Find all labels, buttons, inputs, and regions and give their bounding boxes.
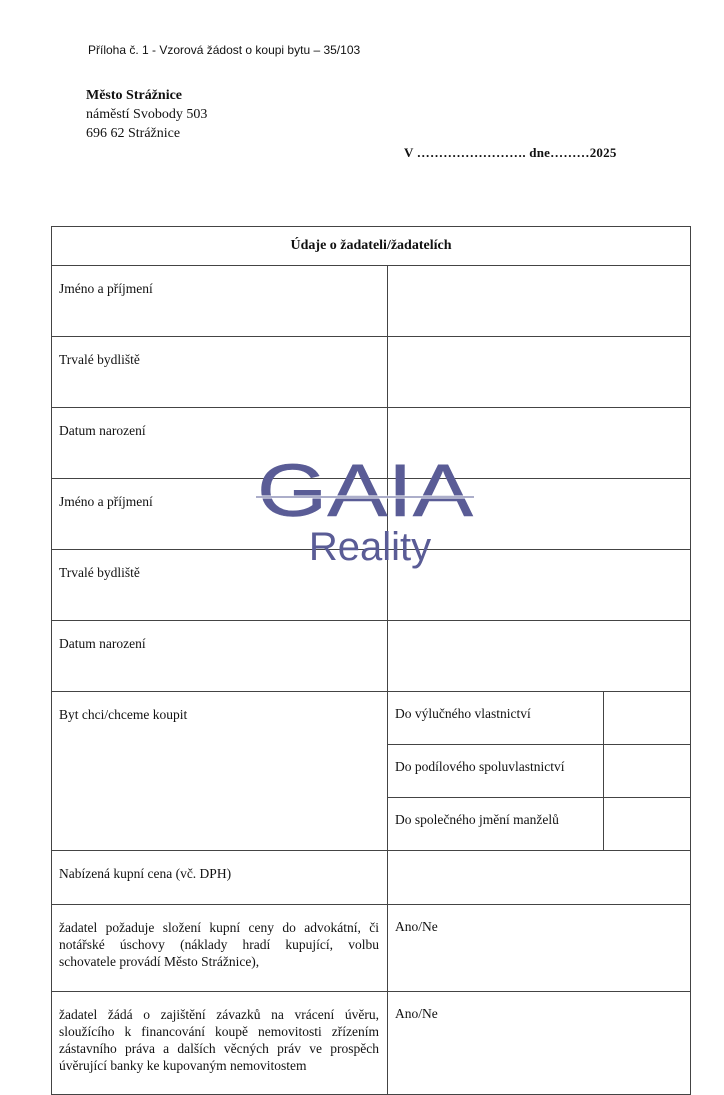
place-date-line: V ……………………. dne………2025 [404, 145, 617, 160]
table-row [52, 692, 691, 745]
table-row [52, 266, 691, 337]
ownership-option-marital: Do společného jmění manželů [388, 798, 604, 851]
birthdate-field-2[interactable] [388, 621, 691, 692]
form-title: Údaje o žadateli/žadatelích [52, 227, 691, 266]
recipient-street: náměstí Svobody 503 [86, 107, 208, 122]
birthdate-label-2: Datum narození [52, 621, 388, 692]
table-row [52, 479, 691, 550]
birthdate-label-1: Datum narození [52, 408, 388, 479]
name-field-2[interactable] [388, 479, 691, 550]
price-field[interactable] [388, 851, 691, 905]
name-label-1: Jméno a příjmení [52, 266, 388, 337]
ownership-choice-shared[interactable] [604, 745, 691, 798]
loan-answer[interactable]: Ano/Ne [388, 992, 691, 1095]
escrow-text: žadatel požaduje složení kupní ceny do advokátní, či notářské úschovy (náklady hradí kupující, volbu schovatele provádí Město Strážnice), [52, 905, 388, 992]
recipient-name: Město Strážnice [86, 88, 183, 103]
attachment-note: Příloha č. 1 - Vzorová žádost o koupi bytu – 35/103 [88, 43, 361, 57]
residence-field-1[interactable] [388, 337, 691, 408]
escrow-answer[interactable]: Ano/Ne [388, 905, 691, 992]
watermark-logo-text: GAIA [257, 452, 474, 532]
ownership-choice-exclusive[interactable] [604, 692, 691, 745]
table-row [52, 905, 691, 992]
loan-text: žadatel žádá o zajištění závazků na vrácení úvěru, sloužícího k financování koupě nemovitosti zřízením zástavního práva a dalších věcných práv ve prospěch úvěrující banky ke kupovaným nemovitostem [52, 992, 388, 1095]
table-row [52, 621, 691, 692]
purchase-label: Byt chci/chceme koupit [52, 692, 388, 851]
birthdate-field-1[interactable] [388, 408, 691, 479]
price-label: Nabízená kupní cena (vč. DPH) [52, 851, 388, 905]
ownership-choice-marital[interactable] [604, 798, 691, 851]
table-row [52, 851, 691, 905]
table-row [52, 408, 691, 479]
applicant-form-table [51, 226, 691, 1095]
recipient-address [86, 86, 207, 143]
ownership-option-exclusive: Do výlučného vlastnictví [388, 692, 604, 745]
recipient-city: 696 62 Strážnice [86, 126, 181, 141]
table-row [52, 550, 691, 621]
ownership-option-shared: Do podílového spoluvlastnictví [388, 745, 604, 798]
residence-label-2: Trvalé bydliště [52, 550, 388, 621]
residence-label-1: Trvalé bydliště [52, 337, 388, 408]
watermark-subtitle: Reality [308, 525, 432, 569]
table-row [52, 337, 691, 408]
name-field-1[interactable] [388, 266, 691, 337]
table-row [52, 992, 691, 1095]
name-label-2: Jméno a příjmení [52, 479, 388, 550]
residence-field-2[interactable] [388, 550, 691, 621]
